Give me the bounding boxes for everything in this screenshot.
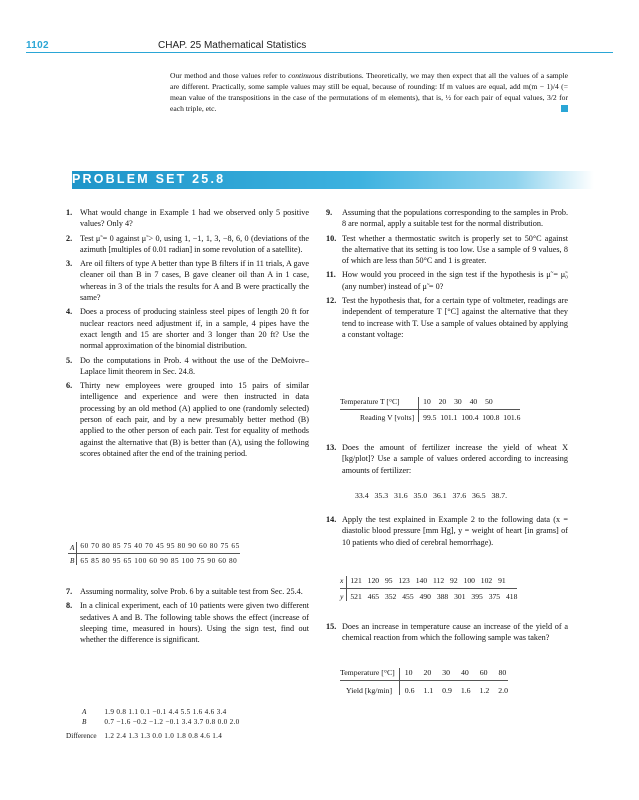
table-problem-6: A 60 70 80 85 75 40 70 45 95 80 90 60 80 75 65 B 65 85 80 95 65 100 60 90 85 100 75 90 60 80	[70, 542, 240, 565]
chapter-title: CHAP. 25 Mathematical Statistics	[158, 40, 307, 51]
t14-row-y: 521 465 352 455 490 388 301 395 375 418	[350, 592, 518, 601]
right-column	[326, 207, 568, 343]
left-column	[66, 207, 309, 462]
problem-14: 14. Apply the test explained in Example 2 to the following data (x = diastolic blood pressure [mm Hg], y = weight of heart [in grams] of 10 patients who died of cerebral hemorrhage).	[326, 515, 568, 547]
problem-set-banner	[72, 171, 594, 189]
problem-13: 13. Does the amount of fertilizer increase the yield of wheat X [kg/plot]? Use a sample of values ordered according to increasing amounts of fertilizer:	[326, 443, 568, 475]
problem-10: 10. Test whether a thermostatic switch is properly set to 50°C against the alternative that its setting is too low. Use a sample of 9 values, 8 of which are less than 50°C and 1 is greater.	[326, 233, 568, 266]
t14-row-x: 121 120 95 123 140 112 92 100 102 91	[347, 576, 518, 589]
right-column-14	[326, 514, 568, 551]
problem-3: 3. Are oil filters of type A better than type B filters if in 11 trials, A gave cleaner oil than B in 7 cases, B gave cleaner oil than A in 1 case, whereas in 3 of the trials the results for A and B were practically the same?	[66, 259, 309, 303]
problem-5: 5. Do the computations in Prob. 4 without the use of the DeMoivre–Laplace limit theorem in Sec. 24.8.	[66, 355, 309, 376]
t8-row-diff: 1.2 2.4 1.3 1.3 0.0 1.0 1.8 0.8 4.6 1.4	[104, 732, 223, 740]
problem-15: 15. Does an increase in temperature cause an increase of the yield of a chemical reaction from which the following sample was taken?	[326, 622, 568, 643]
t8-row-b: 0.7 −1.6 −0.2 −1.2 −0.1 3.4 3.7 0.8 0.0 2.0	[104, 718, 240, 726]
table-problem-12: Temperature T [°C] 10 20 30 40 50 Reading V [volts] 99.5 101.1 100.4 100.8 101.6	[340, 397, 521, 422]
t13-values: 33.4 35.3 31.6 35.0 36.1 37.6 36.5 38.7.	[355, 491, 508, 500]
problem-1: 1. What would change in Example 1 had we observed only 5 positive values? Only 4?	[66, 208, 309, 229]
end-of-proof-square-icon	[561, 105, 568, 112]
t12-row-reading: 99.5 101.1 100.4 100.8 101.6	[423, 413, 521, 422]
problem-11: 11. How would you proceed in the sign test if the hypothesis is μ̃ = μ̃₀ (any number) instead of μ̃ = 0?	[326, 270, 568, 291]
problem-9: 9. Assuming that the populations corresponding to the samples in Prob. 8 are normal, apply a suitable test for the normal distribution.	[326, 208, 568, 229]
t12-row-temp: 10 20 30 40 50	[419, 397, 521, 410]
t6-row-a: 60 70 80 85 75 40 70 45 95 80 90 60 80 75 65	[77, 542, 240, 554]
problem-7: 7. Assuming normality, solve Prob. 6 by a suitable test from Sec. 25.4.	[66, 587, 303, 596]
problem-8: 8. In a clinical experiment, each of 10 patients were given two different sedatives A and B. The following table shows the effect (increase of sleeping time, measured in hours). Using the sign test, find out whether the difference is significant.	[66, 601, 309, 645]
t15-row-yield: 0.6 1.1 0.9 1.6 1.2 2.0	[404, 686, 508, 695]
problem-4: 4. Does a process of producing stainless steel pipes of length 20 ft for nuclear reactors need adjustment if, in a sample, 4 pipes have the exact length and 15 are shorter and 3 longer than 20 ft? Use the normal approximation of the binomial distribution.	[66, 307, 309, 351]
left-column-lower	[66, 586, 309, 648]
problem-set-title: PROBLEM SET 25.8	[72, 172, 226, 186]
problem-2: 2. Test μ̃ = 0 against μ̃ > 0, using 1, −1, 1, 3, −8, 6, 0 (deviations of the azimuth [multiples of 0.01 radian] in some revolution of a satellite).	[66, 233, 309, 254]
t15-row-temp: 10 20 30 40 60 80	[399, 668, 508, 681]
page-number: 1102	[26, 40, 49, 51]
problem-12: 12. Test the hypothesis that, for a certain type of voltmeter, readings are independent of temperature T [°C] against the alternative that they tend to increase with T. Use a sample of values obtained by applying a constant voltage:	[326, 296, 568, 339]
table-problem-14: x 121 120 95 123 140 112 92 100 102 91 y 521 465 352 455 490 388 301 395 375 418	[340, 576, 518, 601]
right-column-13	[326, 442, 568, 479]
intro-paragraph: Our method and those values refer to continuous distributions. Theoretically, we may then expect that all the values of a sample are different. Practically, some sample values may still be equal, because of rounding: If m values are equal, add m(m − 1)/4 (= mean value of the transpositions in the case of the permutations of m elements), that is, ½ for each pair of equal values, 3/2 for each triple, etc.	[170, 71, 568, 114]
problem-6: 6. Thirty new employees were grouped into 15 pairs of similar intelligence and experience and were then instructed in data processing by an old method (A) applied to one (randomly selected) person of each pair, and by a new presumably better method (B) applied to the other person of each pair. Test for equality of methods against the alternative that (B) is better than (A), using the following scores obtained after the end of the training period.	[66, 381, 309, 458]
header-rule	[26, 52, 613, 53]
right-column-15	[326, 621, 568, 647]
t6-row-b: 65 85 80 95 65 100 60 90 85 100 75 90 60 80	[80, 557, 238, 565]
table-problem-15: Temperature [°C] 10 20 30 40 60 80 Yield [kg/min] 0.6 1.1 0.9 1.6 1.2 2.0	[340, 668, 508, 695]
t8-row-a: 1.9 0.8 1.1 0.1 −0.1 4.4 5.5 1.6 4.6 3.4	[104, 708, 227, 716]
table-problem-8: A 1.9 0.8 1.1 0.1 −0.1 4.4 5.5 1.6 4.6 3.4 B 0.7 −1.6 −0.2 −1.2 −0.1 3.4 3.7 0.8 0.0 2.0 Difference 1.2 2.4 1.3 1.3 0.0 1.0 1.8 0.8 4.6 1.4	[66, 708, 240, 740]
running-header	[26, 38, 613, 54]
